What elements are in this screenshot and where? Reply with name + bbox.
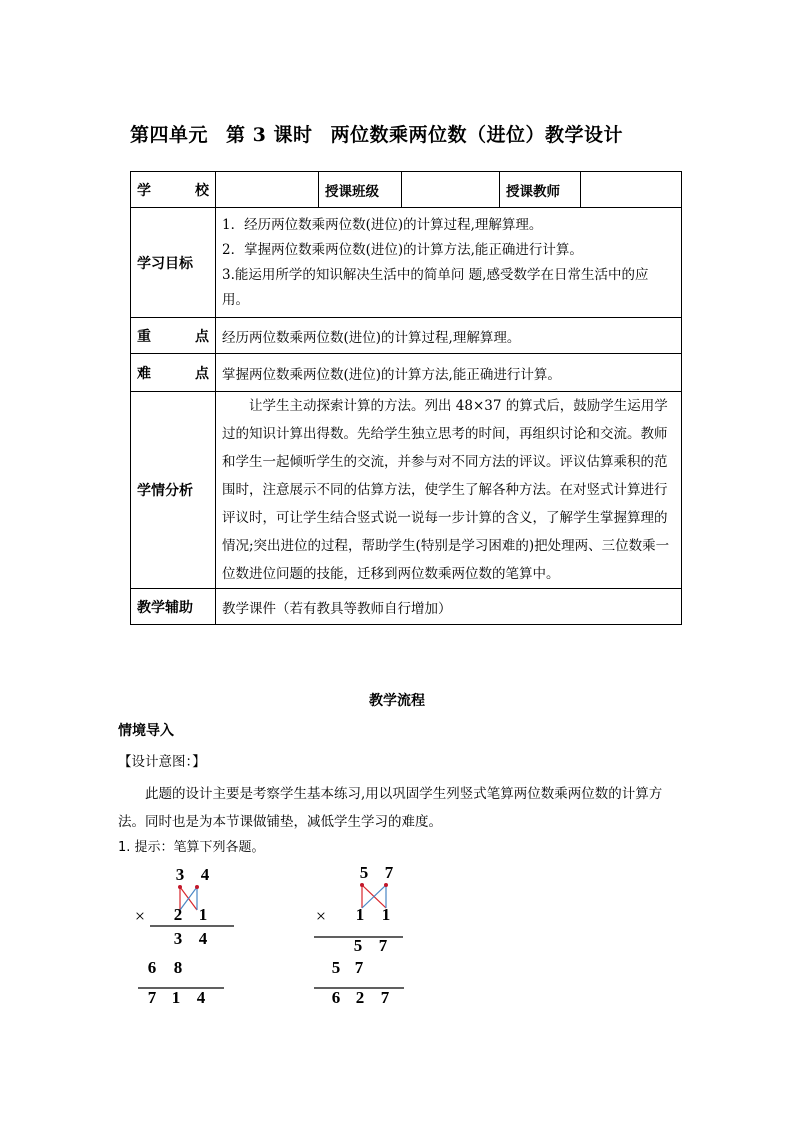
prompt-text: 1. 提示：笔算下列各题。 bbox=[118, 840, 265, 855]
digit: 4 bbox=[196, 988, 206, 1007]
digit: 4 bbox=[200, 865, 210, 884]
digit: 5 bbox=[331, 958, 341, 977]
dot bbox=[360, 883, 364, 887]
difficult-text: 掌握两位数乘两位数(进位)的计算方法,能正确进行计算。 bbox=[216, 354, 682, 392]
digit: 6 bbox=[147, 958, 157, 977]
digit: 3 bbox=[175, 865, 185, 884]
times-sign: × bbox=[134, 906, 146, 926]
calculation-57x11 bbox=[314, 863, 404, 1007]
dot bbox=[178, 885, 182, 889]
title-topic: 两位数乘两位数（进位）教学设计 bbox=[330, 124, 623, 146]
difficult-label: 难 点 bbox=[131, 354, 216, 392]
aids-label: 教学辅助 bbox=[131, 589, 216, 625]
teacher-label: 授课教师 bbox=[500, 172, 581, 208]
aids-text: 教学课件（若有教具等教师自行增加） bbox=[216, 589, 682, 625]
digit: 7 bbox=[384, 863, 394, 882]
design-intent: 【设计意图：】 bbox=[118, 754, 206, 770]
digit: 5 bbox=[359, 863, 369, 882]
key-label: 重 点 bbox=[131, 318, 216, 354]
class-label: 授课班级 bbox=[319, 172, 402, 208]
digit: 7 bbox=[147, 988, 157, 1007]
goals-label: 学习目标 bbox=[131, 208, 216, 318]
goal-item: 1．经历两位数乘两位数(进位)的计算过程,理解算理。 bbox=[222, 216, 543, 233]
digit: 7 bbox=[380, 988, 390, 1007]
digit: 7 bbox=[378, 936, 388, 955]
digit: 8 bbox=[173, 958, 183, 977]
title-unit: 第四单元 bbox=[130, 124, 209, 146]
digit: 3 bbox=[173, 929, 183, 948]
key-text: 经历两位数乘两位数(进位)的计算过程,理解算理。 bbox=[216, 318, 682, 354]
digit: 1 bbox=[355, 905, 365, 924]
digit: 5 bbox=[353, 936, 363, 955]
digit: 7 bbox=[354, 958, 364, 977]
analysis-text: 让学生主动探索计算的方法。列出 48×37 的算式后，鼓励学生运用学过的知识计算出得数。先给学生独立思考的时间，再组织讨论和交流。教师和学生一起倾听学生的交流，并参与对不同方法的评议。评议估算乘积的范围时，注意展示不同的估算方法，使学生了解各种方法。在对竖式计算进行评议时，可让学生结合竖式说一说每一步计算的含义，了解学生掌握算理的情况;突出进位的过程，帮助学生(特别是学习困难的)把处理两、三位数乘一位数进位问题的技能，迁移到两位数乘两位数的笔算中。 bbox=[216, 392, 682, 589]
goal-item: 3.能运用所学的知识解决生活中的简单问 题,感受数学在日常生活中的应用。 bbox=[222, 266, 649, 308]
title-lesson: 第 3 课时 bbox=[226, 124, 313, 146]
digit: 1 bbox=[198, 905, 208, 924]
digit: 1 bbox=[171, 988, 181, 1007]
analysis-label: 学情分析 bbox=[131, 392, 216, 589]
digit: 6 bbox=[331, 988, 341, 1007]
digit: 2 bbox=[355, 988, 365, 1007]
times-sign: × bbox=[315, 906, 327, 926]
digit: 4 bbox=[198, 929, 208, 948]
dot bbox=[195, 885, 199, 889]
goal-item: 2．掌握两位数乘两位数(进位)的计算方法,能正确进行计算。 bbox=[222, 241, 583, 258]
intro-heading: 情境导入 bbox=[118, 723, 174, 739]
calculation-34x21 bbox=[135, 865, 234, 1007]
dot bbox=[384, 883, 388, 887]
digit: 1 bbox=[381, 905, 391, 924]
intent-text: 此题的设计主要是考察学生基本练习,用以巩固学生列竖式笔算两位数乘两位数的计算方法。同时也是为本节课做铺垫，减低学生学习的难度。 bbox=[118, 786, 663, 830]
school-label: 学 校 bbox=[131, 172, 216, 208]
process-heading: 教学流程 bbox=[369, 693, 425, 709]
digit: 2 bbox=[173, 905, 183, 924]
